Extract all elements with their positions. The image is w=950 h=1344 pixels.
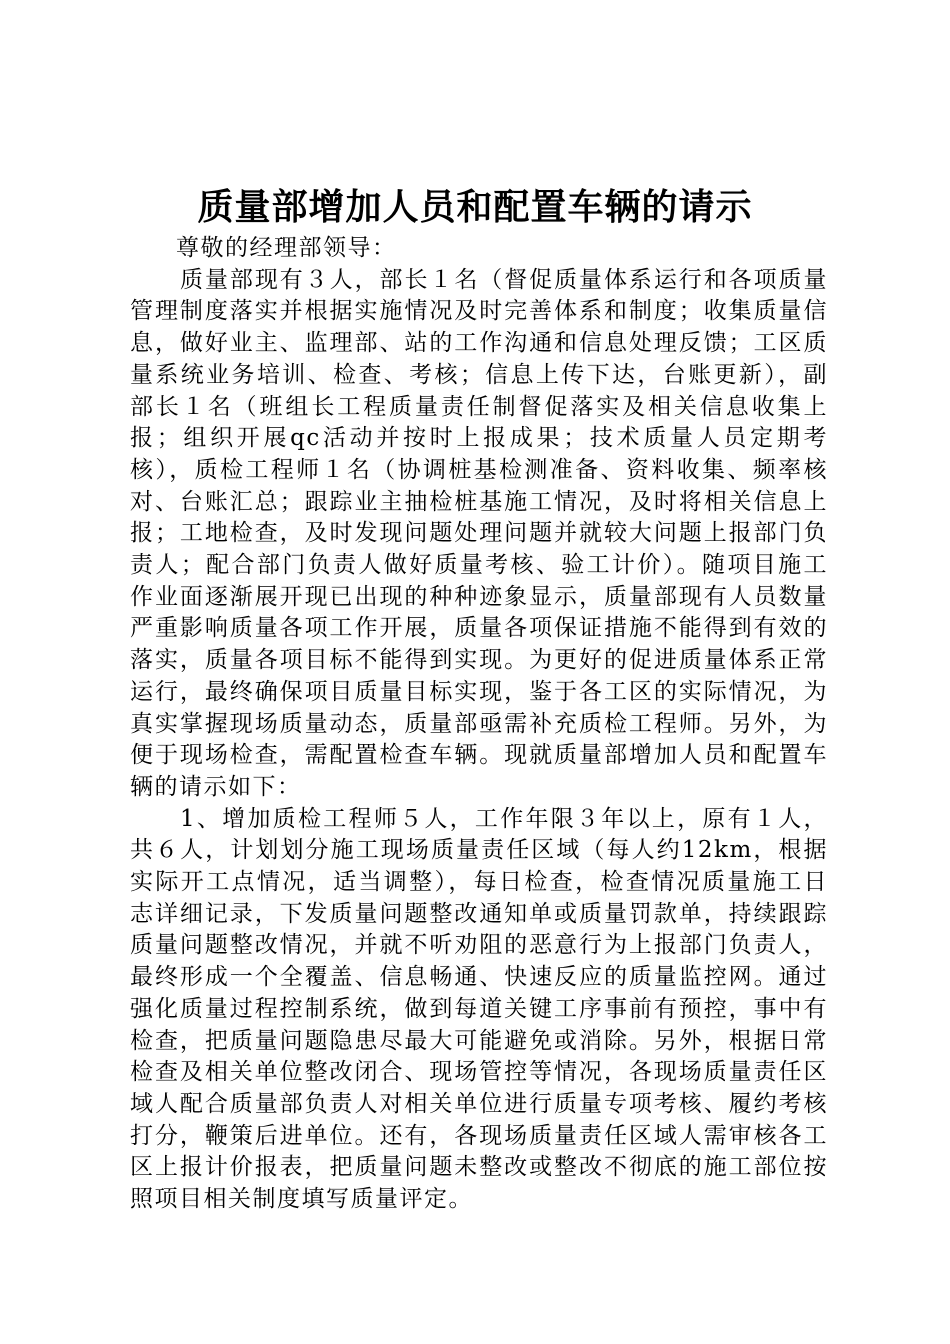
paragraph-request-item-1: 1、增加质检工程师５人，工作年限３年以上，原有１人，共６人，计划划分施工现场质量责任区域（每人约12km，根据实际开工点情况，适当调整），每日检查，检查情况质量施工日志详细记录，下发质量问题整改通知单或质量罚款单，持续跟踪质量问题整改情况，并就不听劝阻的恶意行为上报部门负责人，最终形成一个全覆盖、信息畅通、快速反应的质量监控网。通过强化质量过程控制系统，做到每道关键工序事前有预控，事中有检查，把质量问题隐患尽最大可能避免或消除。另外，根据日常检查及相关单位整改闭合、现场管控等情况，各现场质量责任区域人配合质量部负责人对相关单位进行质量专项考核、履约考核打分，鞭策后进单位。还有，各现场质量责任区域人需审核各工区上报计价报表，把质量问题未整改或整改不彻底的施工部位按照项目相关制度填写质量评定。	[130, 805, 828, 1213]
document-title: 质量部增加人员和配置车辆的请示	[197, 186, 753, 228]
paragraph-staffing-status: 质量部现有３人，部长１名（督促质量体系运行和各项质量管理制度落实并根据实施情况及时完善体系和制度；收集质量信息，做好业主、监理部、站的工作沟通和信息处理反馈；工区质量系统业务培训、检查、考核；信息上传下达，台账更新），副部长１名（班组长工程质量责任制督促落实及相关信息收集上报；组织开展qc活动并按时上报成果；技术质量人员定期考核），质检工程师１名（协调桩基检测准备、资料收集、频率核对、台账汇总；跟踪业主抽检桩基施工情况，及时将相关信息上报；工地检查，及时发现问题处理问题并就较大问题上报部门负责人；配合部门负责人做好质量考核、验工计价）。随项目施工作业面逐渐展开现已出现的种种迹象显示，质量部现有人员数量严重影响质量各项工作开展，质量各项保证措施不能得到有效的落实，质量各项目标不能得到实现。为更好的促进质量体系正常运行，最终确保项目质量目标实现，鉴于各工区的实际情况，为真实掌握现场质量动态，质量部亟需补充质检工程师。另外，为便于现场检查，需配置检查车辆。现就质量部增加人员和配置车辆的请示如下：	[130, 266, 828, 800]
greeting-line: 尊敬的经理部领导：	[176, 235, 397, 261]
document-body	[130, 233, 828, 1216]
